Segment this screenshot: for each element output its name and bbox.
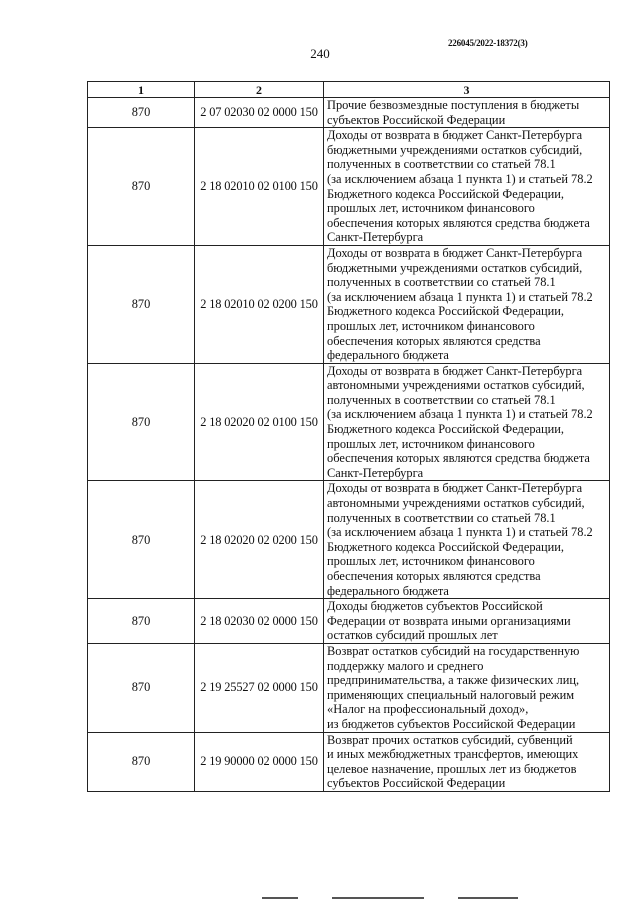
budget-code-cell: 2 18 02030 02 0000 150	[195, 599, 324, 644]
footer-scan-marks	[262, 891, 522, 905]
description-cell	[324, 363, 610, 481]
description-line: прошлых лет, источником финансового	[327, 554, 535, 569]
description-line: из бюджетов субъектов Российской Федерации	[327, 716, 576, 731]
description-line: Доходы от возврата в бюджет Санкт-Петербурга	[327, 128, 583, 143]
description-line: Доходы от возврата в бюджет Санкт-Петербурга	[327, 245, 583, 260]
description-line: предпринимательства, а также физических лиц,	[327, 673, 580, 688]
admin-code-cell: 870	[88, 363, 195, 481]
table-row	[88, 599, 610, 644]
description-cell	[324, 732, 610, 791]
column-header-3: 3	[324, 82, 610, 98]
budget-code-cell: 2 18 02020 02 0100 150	[195, 363, 324, 481]
admin-code-cell: 870	[88, 732, 195, 791]
admin-code-cell: 870	[88, 481, 195, 599]
description-cell	[324, 481, 610, 599]
description-cell	[324, 599, 610, 644]
budget-code-cell: 2 18 02020 02 0200 150	[195, 481, 324, 599]
document-id: 226045/2022-18372(3)	[448, 38, 528, 48]
budget-code-cell: 2 07 02030 02 0000 150	[195, 98, 324, 128]
budget-code-cell: 2 19 90000 02 0000 150	[195, 732, 324, 791]
budget-code-cell: 2 19 25527 02 0000 150	[195, 643, 324, 732]
budget-code-cell: 2 18 02010 02 0100 150	[195, 128, 324, 246]
description-line: Доходы бюджетов субъектов Российской	[327, 599, 543, 614]
description-line: «Налог на профессиональный доход»,	[327, 702, 529, 717]
description-line: остатков субсидий прошлых лет	[327, 628, 498, 643]
description-line: Бюджетного кодекса Российской Федерации,	[327, 304, 565, 319]
table-row	[88, 98, 610, 128]
description-line: Доходы от возврата в бюджет Санкт-Петербурга	[327, 481, 583, 496]
admin-code-cell: 870	[88, 599, 195, 644]
description-line: Санкт-Петербурга	[327, 465, 424, 480]
description-line: Бюджетного кодекса Российской Федерации,	[327, 422, 565, 437]
admin-code-cell: 870	[88, 245, 195, 363]
description-line: и иных межбюджетных трансфертов, имеющих	[327, 747, 579, 762]
description-line: (за исключением абзаца 1 пункта 1) и статьей 78.2	[327, 289, 593, 304]
description-line: целевое назначение, прошлых лет из бюджетов	[327, 761, 577, 776]
description-line: Прочие безвозмездные поступления в бюджеты	[327, 98, 580, 112]
description-cell	[324, 643, 610, 732]
description-line: (за исключением абзаца 1 пункта 1) и статьей 78.2	[327, 171, 593, 186]
description-line: федерального бюджета	[327, 348, 449, 363]
table-row	[88, 245, 610, 363]
description-line: полученных в соответствии со статьей 78.1	[327, 157, 556, 172]
description-line: поддержку малого и среднего	[327, 658, 484, 673]
description-line: федерального бюджета	[327, 583, 449, 598]
description-line: полученных в соответствии со статьей 78.1	[327, 510, 556, 525]
description-line: Бюджетного кодекса Российской Федерации,	[327, 539, 565, 554]
description-line: бюджетными учреждениями остатков субсидий,	[327, 260, 583, 275]
table-body	[88, 98, 610, 792]
description-line: обеспечения которых являются средства бюджета	[327, 451, 590, 466]
table-row	[88, 732, 610, 791]
footer-mark	[332, 897, 424, 899]
column-header-2: 2	[195, 82, 324, 98]
table-row	[88, 643, 610, 732]
description-line: субъектов Российской Федерации	[327, 112, 506, 127]
table-row	[88, 363, 610, 481]
description-line: обеспечения которых являются средства	[327, 333, 541, 348]
budget-code-cell: 2 18 02010 02 0200 150	[195, 245, 324, 363]
description-cell	[324, 245, 610, 363]
table-row	[88, 128, 610, 246]
description-line: автономными учреждениями остатков субсидий,	[327, 496, 585, 511]
footer-mark	[458, 897, 518, 899]
description-line: полученных в соответствии со статьей 78.1	[327, 392, 556, 407]
description-line: прошлых лет, источником финансового	[327, 201, 535, 216]
description-line: обеспечения которых являются средства	[327, 569, 541, 583]
table-row	[88, 481, 610, 599]
description-line: автономными учреждениями остатков субсидий,	[327, 378, 585, 393]
admin-code-cell: 870	[88, 98, 195, 128]
description-line: (за исключением абзаца 1 пункта 1) и статьей 78.2	[327, 525, 593, 540]
description-line: Санкт-Петербурга	[327, 230, 424, 245]
description-cell	[324, 128, 610, 246]
description-line: субъектов Российской Федерации	[327, 776, 506, 791]
description-line: (за исключением абзаца 1 пункта 1) и статьей 78.2	[327, 407, 593, 422]
description-line: бюджетными учреждениями остатков субсидий,	[327, 142, 583, 157]
page-number: 240	[310, 46, 330, 61]
column-header-1: 1	[88, 82, 195, 98]
description-line: Возврат остатков субсидий на государственную	[327, 643, 580, 658]
description-line: Доходы от возврата в бюджет Санкт-Петербурга	[327, 363, 583, 378]
description-line: прошлых лет, источником финансового	[327, 318, 535, 333]
budget-classification-table	[87, 81, 610, 792]
description-line: Возврат прочих остатков субсидий, субвенций	[327, 732, 573, 747]
description-cell	[324, 98, 610, 128]
description-line: обеспечения которых являются средства бюджета	[327, 215, 590, 230]
admin-code-cell: 870	[88, 128, 195, 246]
description-line: применяющих специальный налоговый режим	[327, 687, 575, 702]
footer-mark	[262, 897, 298, 899]
description-line: прошлых лет, источником финансового	[327, 436, 535, 451]
table-header-row	[88, 82, 610, 98]
description-line: Федерации от возврата иными организациями	[327, 613, 571, 628]
admin-code-cell: 870	[88, 643, 195, 732]
description-line: Бюджетного кодекса Российской Федерации,	[327, 186, 565, 201]
description-line: полученных в соответствии со статьей 78.1	[327, 275, 556, 290]
